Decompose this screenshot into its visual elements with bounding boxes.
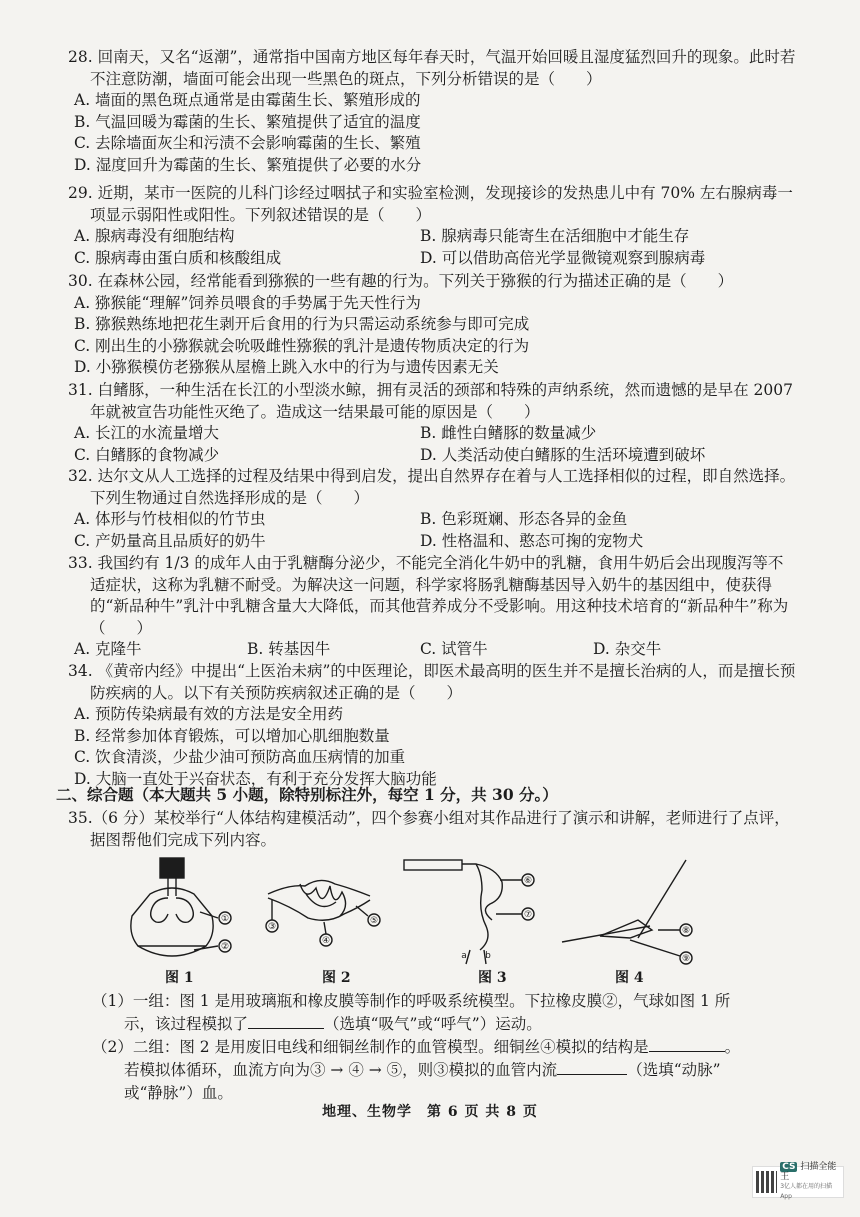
marker-5: ⑤ xyxy=(369,916,379,926)
marker-9: ⑨ xyxy=(681,954,691,964)
option-row xyxy=(74,509,798,531)
subquestion-text: （2）二组：图 2 是用废旧电线和细铜丝制作的血管模型。细铜丝④模拟的结构是 xyxy=(92,1038,649,1056)
option-c: C. 刚出生的小猕猴就会吮吸雌性猕猴的乳汁是遗传物质决定的行为 xyxy=(74,336,530,355)
question-32 xyxy=(68,466,798,552)
option-b: B. 经常参加体育锻炼，可以增加心肌细胞数量 xyxy=(74,726,390,745)
scanner-tagline: 3亿人都在用的扫描App xyxy=(780,1183,833,1200)
cs-badge: CS xyxy=(782,1162,796,1172)
answer-blank[interactable] xyxy=(248,1014,324,1029)
subquestion-text: 若模拟体循环，血流方向为③ → ④ → ⑤，则③模拟的血管内流 xyxy=(124,1061,558,1079)
question-29 xyxy=(68,183,798,269)
figure-4-joint-model xyxy=(562,860,692,964)
option-d: D. 大脑一直处于兴奋状态，有利于充分发挥大脑功能 xyxy=(74,769,437,788)
option-d: D. 湿度回升为霉菌的生长、繁殖提供了必要的水分 xyxy=(74,155,422,174)
option-d: D. 性格温和、憨态可掬的宠物犬 xyxy=(420,531,644,550)
subquestion-text: 示，该过程模拟了 xyxy=(124,1015,249,1033)
question-35 xyxy=(68,808,798,851)
subquestion-2 xyxy=(92,1036,782,1105)
option-b: B. 腺病毒只能寄生在活细胞中才能生存 xyxy=(420,227,690,245)
question-stem: 29. 近期，某市一医院的儿科门诊经过咽拭子和实验室检测，发现接诊的发热患儿中有 70% 左右腺病毒一项显示弱阳性或阳性。下列叙述错误的是（ ） xyxy=(68,184,793,224)
subquestion-text: （选填“吸气”或“呼气”）运动。 xyxy=(324,1015,542,1033)
scanner-name: 扫描全能王 xyxy=(780,1162,837,1182)
option-row xyxy=(74,248,798,270)
option-a: A. 克隆牛 xyxy=(74,640,142,658)
option-a: A. 墙面的黑色斑点通常是由霉菌生长、繁殖形成的 xyxy=(74,91,421,109)
marker-6: ⑥ xyxy=(523,876,533,886)
option-d: D. 人类活动使白鳍豚的生活环境遭到破坏 xyxy=(420,445,706,464)
marker-4: ④ xyxy=(321,936,331,946)
qr-code-icon xyxy=(756,1171,777,1193)
option-d: D. 小猕猴模仿老猕猴从屋檐上跳入水中的行为与遗传因素无关 xyxy=(74,358,499,376)
question-28 xyxy=(68,47,798,176)
option-a: A. 体形与竹枝相似的竹节虫 xyxy=(74,510,266,528)
option-b: B. 雌性白鳍豚的数量减少 xyxy=(420,424,597,442)
subquestion-text: （选填“动脉” xyxy=(627,1061,721,1079)
question-30 xyxy=(68,271,798,379)
figure-2-label: 图 2 xyxy=(322,970,351,986)
option-b: B. 转基因牛 xyxy=(247,640,331,658)
section-title: 二、综合题（本大题共 5 小题，除特别标注外，每空 1 分，共 30 分。） xyxy=(56,785,558,804)
option-a: A. 长江的水流量增大 xyxy=(74,424,220,442)
subquestion-line xyxy=(92,1013,782,1036)
option-b: B. 猕猴熟练地把花生剥开后食用的行为只需运动系统参与即可完成 xyxy=(74,315,530,333)
figure-4-label: 图 4 xyxy=(615,970,644,986)
question-stem: 30. 在森林公园，经常能看到猕猴的一些有趣的行为。下列关于猕猴的行为描述正确的是（ ） xyxy=(68,272,734,290)
option-b: B. 气温回暖为霉菌的生长、繁殖提供了适宜的温度 xyxy=(74,112,421,131)
model-figures xyxy=(130,854,710,984)
answer-blank[interactable] xyxy=(649,1037,725,1052)
question-stem: 34. 《黄帝内经》中提出“上医治未病”的中医理论，即医术最高明的医生并不是擅长治病的人，而是擅长预防疾病的人。以下有关预防疾病叙述正确的是（ ） xyxy=(68,662,796,702)
option-row xyxy=(74,226,798,248)
question-33 xyxy=(68,553,798,661)
option-c: C. 去除墙面灰尘和污渍不会影响霉菌的生长、繁殖 xyxy=(74,134,421,152)
marker-a: a xyxy=(461,951,467,961)
question-stem: 28. 回南天，又名“返潮”，通常指中国南方地区每年春天时，气温开始回暖且湿度猛烈回升的现象。此时若不注意防潮，墙面可能会出现一些黑色的斑点，下列分析错误的是（ ） xyxy=(68,48,796,88)
option-c: C. 产奶量高且品质好的奶牛 xyxy=(74,531,266,550)
option-a: A. 猕猴能“理解”饲养员喂食的手势属于先天性行为 xyxy=(74,293,421,312)
figure-1-bell-jar xyxy=(131,858,231,956)
subquestion-text: 。 xyxy=(724,1038,741,1056)
question-stem: 35.（6 分）某校举行“人体结构建模活动”，四个参赛小组对其作品进行了演示和讲解，老师进行了点评，据图帮他们完成下列内容。 xyxy=(68,809,790,849)
subquestion-line xyxy=(92,1036,782,1059)
option-c: C. 饮食清淡，少盐少油可预防高血压病情的加重 xyxy=(74,748,406,766)
question-stem: 33. 我国约有 1/3 的成年人由于乳糖酶分泌少，不能完全消化牛奶中的乳糖，食用牛奶后会出现腹泻等不适症状，这称为乳糖不耐受。为解决这一问题，科学家将肠乳糖酶基因导入奶牛的基因组中，使获得的“新品种牛”乳汁中乳糖含量大大降低，而其他营养成分不受影响。用这种技术培育的“新品种牛”称为（ ） xyxy=(68,554,789,637)
option-a: A. 预防传染病最有效的方法是安全用药 xyxy=(74,705,344,723)
option-row xyxy=(74,445,798,467)
subquestion-line xyxy=(92,1059,782,1082)
question-stem: 31. 白鳍豚，一种生活在长江的小型淡水鲸，拥有灵活的颈部和特殊的声纳系统，然而遗憾的是早在 2007 年就被宣告功能性灭绝了。造成这一结果最可能的原因是（ ） xyxy=(68,381,793,421)
option-b: B. 色彩斑斓、形态各异的金鱼 xyxy=(420,510,628,528)
question-31 xyxy=(68,380,798,466)
option-d: D. 杂交牛 xyxy=(593,640,662,658)
option-row xyxy=(74,423,798,445)
page-footer: 地理、生物学 第 6 页 共 8 页 xyxy=(322,1104,538,1120)
option-row xyxy=(74,639,798,661)
question-34 xyxy=(68,661,798,790)
figure-3-label: 图 3 xyxy=(478,970,507,986)
scanner-brand xyxy=(780,1162,843,1202)
marker-7: ⑦ xyxy=(523,910,533,920)
subquestion-1 xyxy=(92,990,782,1036)
option-c: C. 白鳍豚的食物减少 xyxy=(74,445,220,464)
figure-1-label: 图 1 xyxy=(165,970,194,986)
scanner-logo xyxy=(752,1162,844,1200)
figure-3-cable-model xyxy=(404,860,534,964)
option-row xyxy=(74,531,798,553)
marker-b: b xyxy=(485,951,491,961)
question-stem: 32. 达尔文从人工选择的过程及结果中得到启发，提出自然界存在着与人工选择相似的过程，即自然选择。下列生物通过自然选择形成的是（ ） xyxy=(68,467,796,507)
option-c: C. 试管牛 xyxy=(420,640,488,658)
option-d: D. 可以借助高倍光学显微镜观察到腺病毒 xyxy=(420,248,706,267)
option-c: C. 腺病毒由蛋白质和核酸组成 xyxy=(74,248,282,267)
option-a: A. 腺病毒没有细胞结构 xyxy=(74,227,235,245)
subquestion-line: 或“静脉”）血。 xyxy=(124,1084,233,1102)
marker-2: ② xyxy=(220,942,230,952)
answer-blank[interactable] xyxy=(557,1060,627,1075)
marker-3: ③ xyxy=(267,922,277,932)
marker-1: ① xyxy=(220,914,230,924)
subquestion-line: （1）一组：图 1 是用玻璃瓶和橡皮膜等制作的呼吸系统模型。下拉橡皮膜②，气球如图 1 所 xyxy=(92,992,731,1010)
marker-8: ⑧ xyxy=(681,926,691,936)
